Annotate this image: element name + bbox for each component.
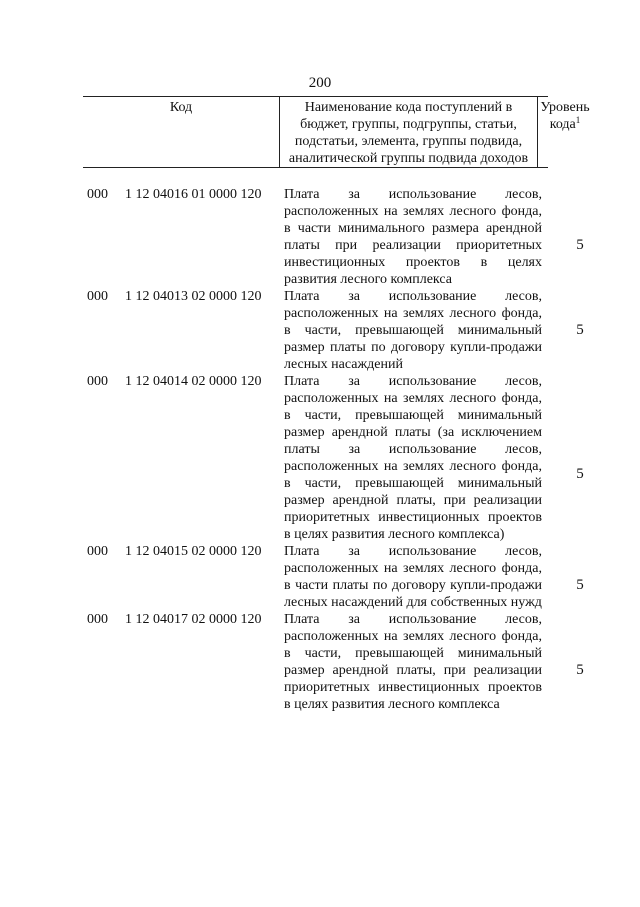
table-row <box>0 543 640 611</box>
row-level: 5 <box>576 577 584 593</box>
row-prefix: 000 <box>87 544 108 559</box>
row-name: Плата за использование лесов, расположенных на землях лесного фонда, в части, превышающей минимальный размер арендной платы, при реализации приоритетных инвестиционных проектов в целях развития лесного комплекса <box>284 612 542 712</box>
header-level-label: Уровень кода <box>540 100 590 132</box>
table-header <box>83 96 590 168</box>
row-code: 1 12 04014 02 0000 120 <box>125 374 262 389</box>
row-level: 5 <box>576 466 584 482</box>
row-code: 1 12 04015 02 0000 120 <box>125 544 262 559</box>
header-name: Наименование кода поступлений в бюджет, группы, подгруппы, статьи, подстатьи, элемента, группы подвида, аналитической группы подвида доходов <box>280 97 538 167</box>
row-name: Плата за использование лесов, расположенных на землях лесного фонда, в части платы по договору купли-продажи лесных насаждений для собственных нужд <box>284 544 542 610</box>
row-prefix: 000 <box>87 187 108 202</box>
row-prefix: 000 <box>87 289 108 304</box>
row-level: 5 <box>576 237 584 253</box>
header-level <box>538 97 592 167</box>
row-code: 1 12 04013 02 0000 120 <box>125 289 262 304</box>
header-code: Код <box>83 97 280 167</box>
row-code: 1 12 04016 01 0000 120 <box>125 187 262 202</box>
row-code: 1 12 04017 02 0000 120 <box>125 612 262 627</box>
table-row <box>0 373 640 543</box>
row-name: Плата за использование лесов, расположенных на землях лесного фонда, в части, превышающей минимальный размер платы по договору купли-продажи лесных насаждений <box>284 289 542 372</box>
row-name: Плата за использование лесов, расположенных на землях лесного фонда, в части, превышающей минимальный размер арендной платы (за исключением платы за использование лесов, расположенных на землях лесного фонда, в части, превышающей минимальный размер арендной платы, при реализации приоритетных инвестиционных проектов в целях развития лесного комплекса) <box>284 374 542 542</box>
page-number: 200 <box>308 75 332 91</box>
table-row <box>0 611 640 713</box>
row-prefix: 000 <box>87 612 108 627</box>
row-name: Плата за использование лесов, расположенных на землях лесного фонда, в части минимального размера арендной платы при реализации приоритетных инвестиционных проектов в целях развития лесного комплекса <box>284 187 542 287</box>
row-level: 5 <box>576 662 584 678</box>
row-level: 5 <box>576 322 584 338</box>
code-rows <box>0 186 640 713</box>
row-prefix: 000 <box>87 374 108 389</box>
table-row <box>0 186 640 288</box>
table-row <box>0 288 640 373</box>
header-level-footnote: 1 <box>575 115 581 125</box>
